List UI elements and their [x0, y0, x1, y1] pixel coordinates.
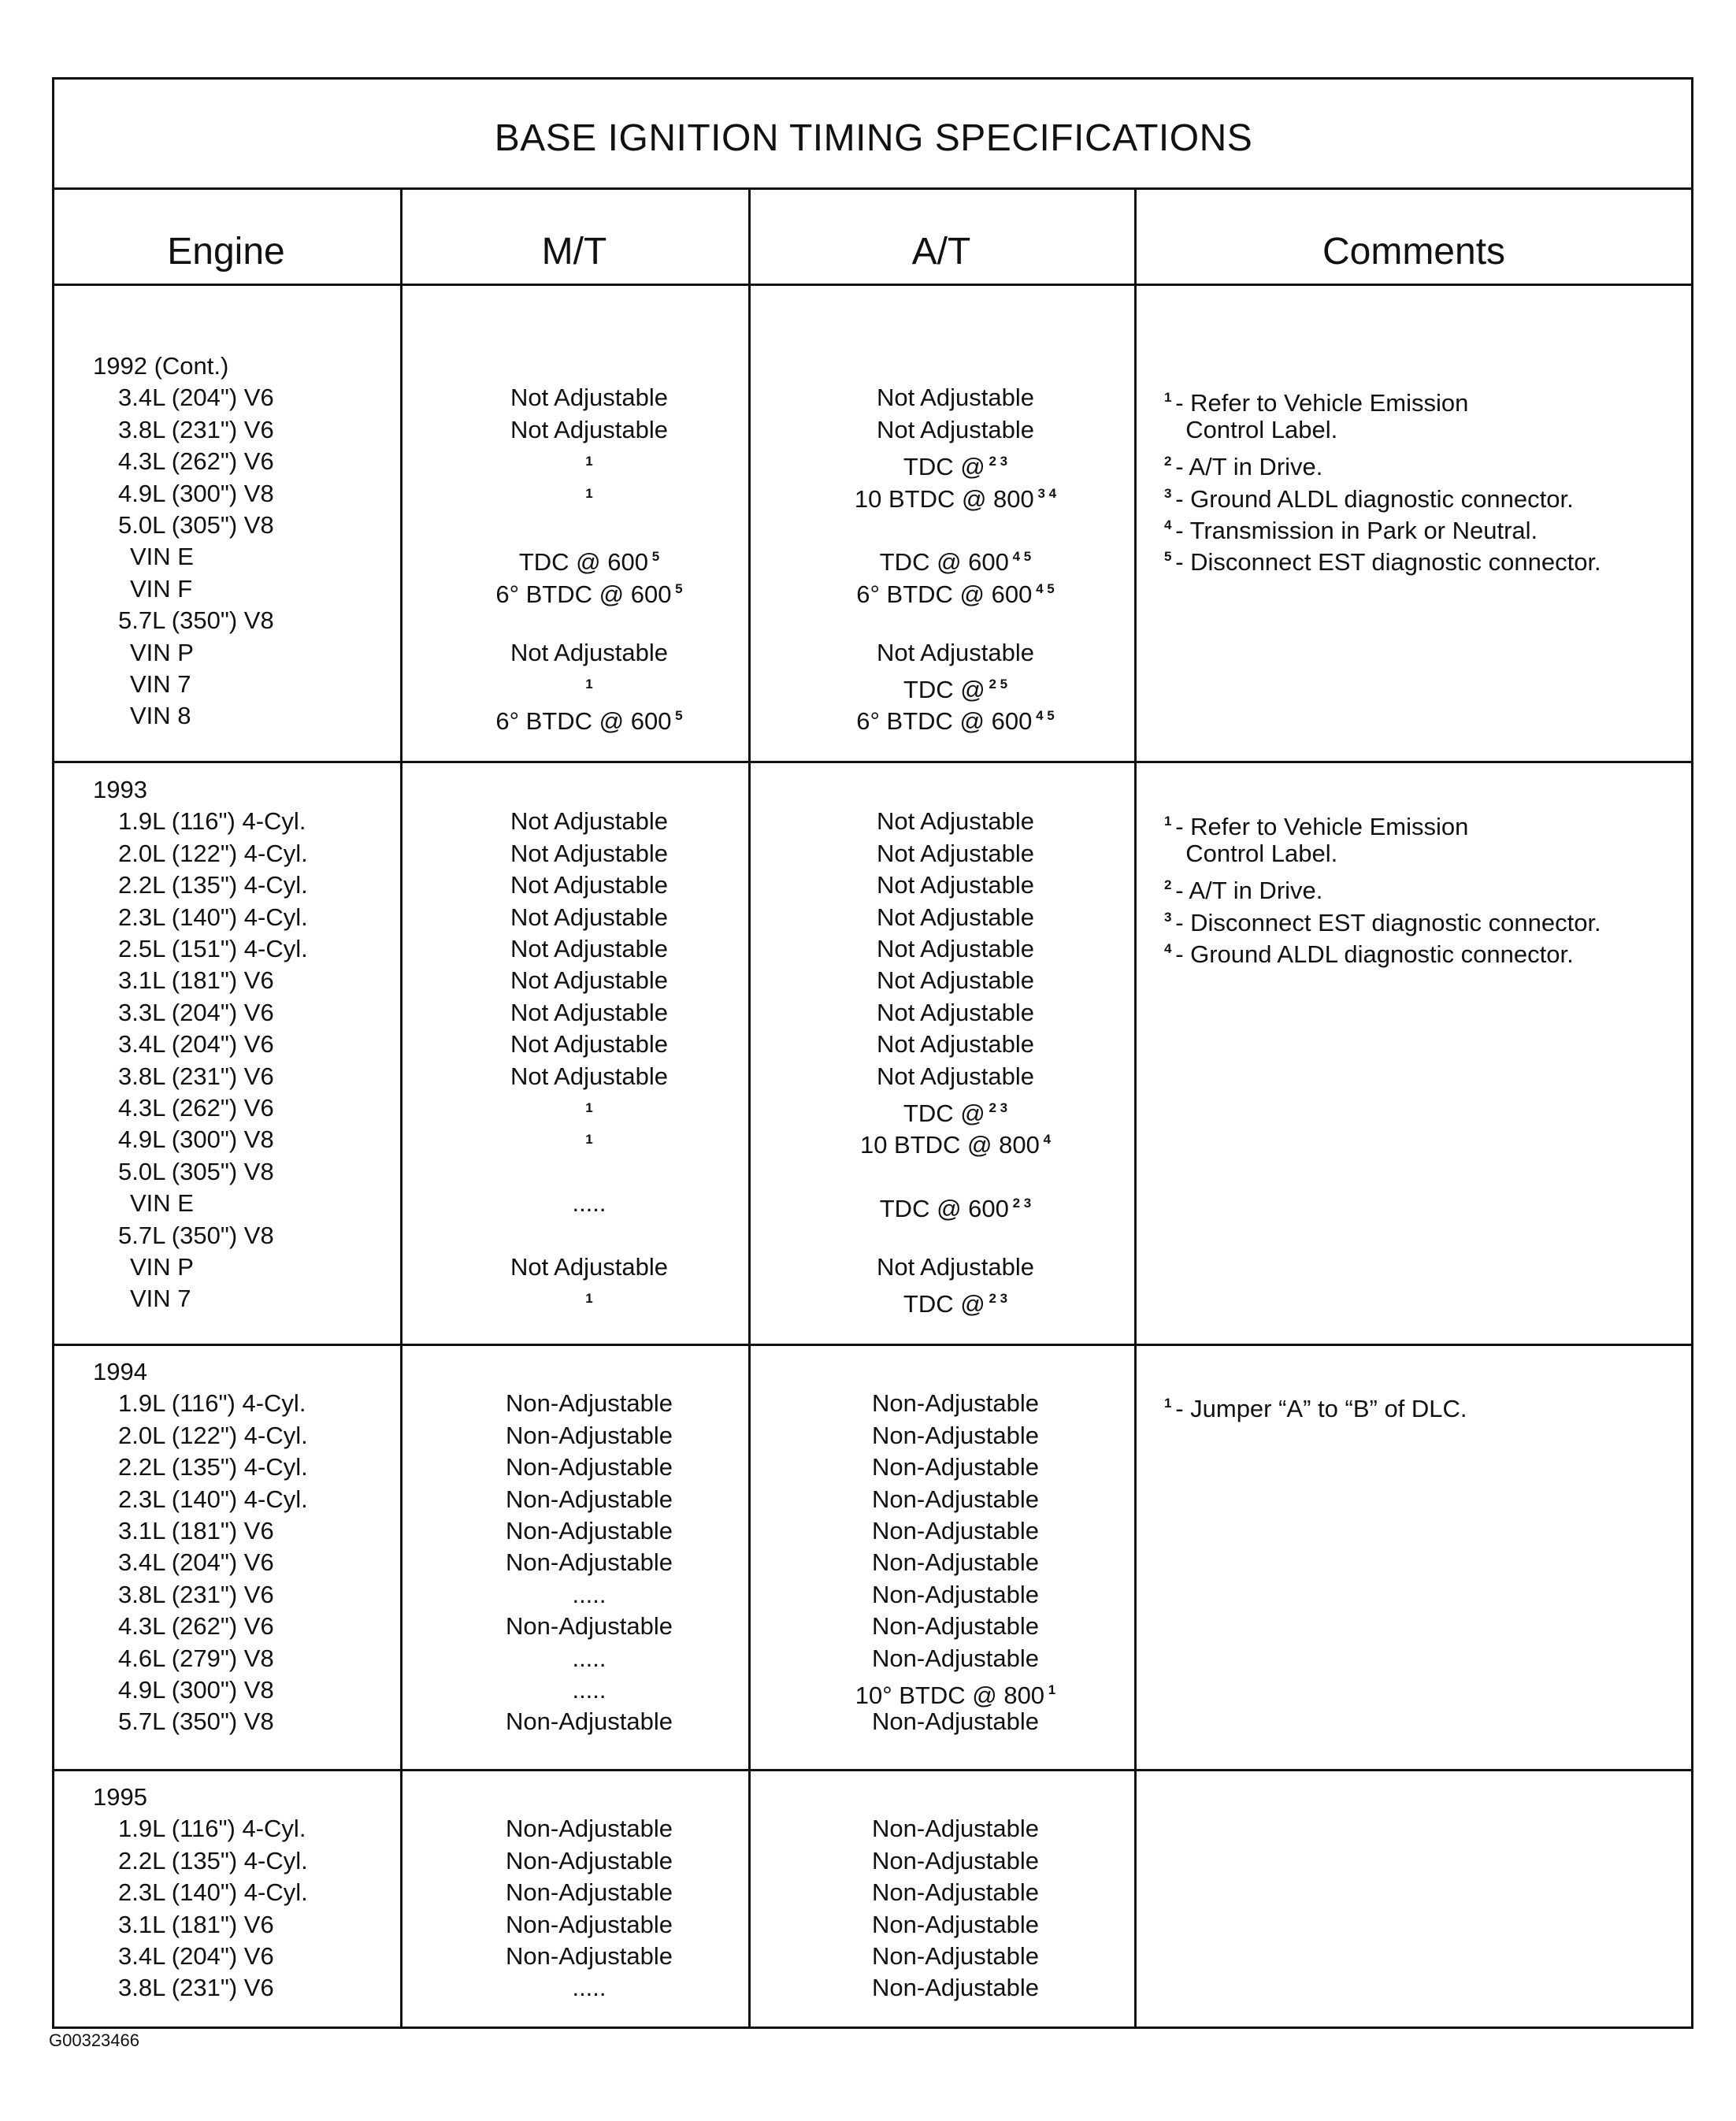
- mt-cell: [408, 838, 770, 870]
- engine-cell: 3.8L (231") V6: [118, 1062, 274, 1090]
- at-cell-text: Non-Adjustable: [872, 1878, 1039, 1907]
- mt-cell-text: Not Adjustable: [510, 807, 668, 836]
- mt-cell: [408, 965, 770, 996]
- mt-cell: [408, 1813, 770, 1845]
- mt-cell-text: Not Adjustable: [510, 638, 668, 666]
- at-cell-text: Not Adjustable: [877, 935, 1034, 962]
- footnote-ref: 2 3: [985, 1291, 1008, 1307]
- engine-cell: 3.8L (231") V6: [118, 1974, 274, 2002]
- engine-cell: 5.0L (305") V8: [118, 1157, 274, 1185]
- mt-cell-text: Non-Adjustable: [506, 1846, 673, 1874]
- mt-cell: [408, 1579, 770, 1611]
- mt-cell-text: Non-Adjustable: [506, 1942, 673, 1970]
- mt-cell: [408, 902, 770, 933]
- at-cell: [774, 1251, 1137, 1283]
- mt-cell: [408, 1845, 770, 1877]
- engine-cell: 3.1L (181") V6: [118, 1517, 274, 1544]
- mt-cell-text: Non-Adjustable: [506, 1878, 673, 1907]
- section-year: 1992 (Cont.): [93, 352, 229, 380]
- mt-cell-text: Non-Adjustable: [506, 1815, 673, 1843]
- mt-cell-text: Not Adjustable: [510, 839, 668, 867]
- at-cell-text: Not Adjustable: [877, 966, 1034, 995]
- mt-cell: [408, 870, 770, 901]
- at-cell-text: Not Adjustable: [877, 1062, 1034, 1090]
- engine-cell: 4.9L (300") V8: [118, 1125, 274, 1154]
- mt-cell: [408, 1283, 770, 1320]
- engine-cell: 2.2L (135") 4-Cyl.: [118, 1453, 308, 1481]
- at-cell: [774, 1813, 1137, 1845]
- at-cell-text: Non-Adjustable: [872, 1389, 1039, 1418]
- at-cell: [774, 1579, 1137, 1611]
- engine-cell: 4.3L (262") V6: [118, 447, 274, 476]
- at-cell-text: Not Adjustable: [877, 384, 1034, 412]
- at-cell-text: Non-Adjustable: [872, 1815, 1039, 1843]
- at-cell: [774, 933, 1137, 965]
- mt-cell: [408, 1706, 770, 1737]
- mt-cell-text: TDC @ 600: [518, 548, 648, 577]
- at-cell-text: Non-Adjustable: [872, 1485, 1039, 1513]
- at-cell: [774, 1643, 1137, 1674]
- mt-cell: [408, 1484, 770, 1515]
- footnote-number: 3: [1164, 485, 1176, 501]
- mt-cell: [408, 1643, 770, 1674]
- mt-cell-text: Not Adjustable: [510, 384, 668, 412]
- engine-cell: 5.7L (350") V8: [118, 1221, 274, 1249]
- at-cell-text: Not Adjustable: [877, 871, 1034, 899]
- footnote-number: 1: [1164, 814, 1176, 829]
- at-cell-text: Not Adjustable: [877, 1030, 1034, 1059]
- footnote-number: 5: [1164, 549, 1176, 565]
- mt-cell: [408, 1452, 770, 1483]
- comment-line: [1164, 1388, 1467, 1425]
- engine-cell: VIN P: [130, 638, 194, 666]
- at-cell-text: Non-Adjustable: [872, 1910, 1039, 1938]
- footnote-ref: 1: [585, 1291, 593, 1307]
- footnote-ref: 2 3: [985, 1100, 1008, 1115]
- mt-cell: [408, 806, 770, 837]
- at-cell-text: Not Adjustable: [877, 807, 1034, 836]
- footnote-ref: 1: [585, 1132, 593, 1148]
- at-cell-text: Not Adjustable: [877, 903, 1034, 931]
- at-cell-text: Non-Adjustable: [872, 1612, 1039, 1641]
- comment-text: - Disconnect EST diagnostic connector.: [1175, 908, 1601, 936]
- mt-cell-text: Not Adjustable: [510, 871, 668, 899]
- at-cell-text: Non-Adjustable: [872, 1548, 1039, 1577]
- footnote-ref: 4 5: [1008, 549, 1032, 565]
- footnote-ref: 1: [1044, 1682, 1056, 1697]
- engine-cell: 5.7L (350") V8: [118, 1708, 274, 1736]
- mt-cell: [408, 637, 770, 669]
- comment-text: - Disconnect EST diagnostic connector.: [1175, 548, 1601, 577]
- section-divider: [52, 1344, 1693, 1346]
- footnote-number: 2: [1164, 454, 1176, 469]
- mt-cell-text: Not Adjustable: [510, 903, 668, 931]
- engine-cell: 4.9L (300") V8: [118, 1676, 274, 1704]
- page-title: BASE IGNITION TIMING SPECIFICATIONS: [494, 117, 1253, 159]
- comment-text: - Ground ALDL diagnostic connector.: [1175, 484, 1574, 513]
- engine-cell: 4.3L (262") V6: [118, 1612, 274, 1641]
- mt-cell-text: Not Adjustable: [510, 1030, 668, 1059]
- comment-text: - Transmission in Park or Neutral.: [1175, 517, 1538, 544]
- mt-cell: [408, 382, 770, 413]
- at-cell-text: Not Adjustable: [877, 1253, 1034, 1281]
- engine-cell: 4.3L (262") V6: [118, 1094, 274, 1122]
- at-cell-text: TDC @ 600: [879, 548, 1009, 577]
- mt-cell-text: Non-Adjustable: [506, 1612, 673, 1641]
- engine-cell: 2.3L (140") 4-Cyl.: [118, 1485, 308, 1513]
- at-cell: [774, 1029, 1137, 1060]
- section-year: 1994: [93, 1358, 147, 1385]
- engine-cell: 2.5L (151") 4-Cyl.: [118, 935, 308, 962]
- mt-cell-text: Non-Adjustable: [506, 1517, 673, 1544]
- mt-cell: [408, 1547, 770, 1578]
- mt-cell: [408, 1388, 770, 1419]
- at-cell: [774, 1845, 1137, 1877]
- engine-cell: 2.2L (135") 4-Cyl.: [118, 871, 308, 899]
- column-header-engine: Engine: [167, 231, 285, 273]
- at-cell: [774, 1124, 1137, 1161]
- mt-cell-text: Not Adjustable: [510, 998, 668, 1026]
- at-cell-text: 6° BTDC @ 600: [856, 707, 1033, 736]
- comment-text: - Refer to Vehicle Emission: [1175, 389, 1469, 417]
- footnote-ref: 4 5: [1032, 580, 1055, 596]
- comment-text: - A/T in Drive.: [1175, 453, 1323, 481]
- at-cell-text: 6° BTDC @ 600: [856, 580, 1033, 608]
- mt-cell: [408, 478, 770, 515]
- at-cell: [774, 414, 1137, 446]
- column-header-comments: Comments: [1322, 231, 1506, 273]
- section-year: 1995: [93, 1783, 147, 1811]
- mt-cell-text: Non-Adjustable: [506, 1910, 673, 1938]
- engine-cell: 3.8L (231") V6: [118, 415, 274, 443]
- at-cell-text: Not Adjustable: [877, 998, 1034, 1026]
- footnote-ref: 1: [585, 677, 593, 692]
- mt-cell-text: Non-Adjustable: [506, 1485, 673, 1513]
- footnote-ref: 5: [647, 549, 660, 565]
- at-cell-text: Non-Adjustable: [872, 1421, 1039, 1449]
- mt-cell-text: .....: [572, 1644, 606, 1672]
- mt-cell-text: Not Adjustable: [510, 1062, 668, 1090]
- comment-line: [1164, 933, 1574, 970]
- mt-cell: [408, 997, 770, 1029]
- footnote-ref: 2 5: [985, 677, 1008, 692]
- mt-cell: [408, 1188, 770, 1219]
- mt-cell-text: .....: [572, 1580, 606, 1608]
- at-cell-text: Non-Adjustable: [872, 1644, 1039, 1672]
- engine-cell: 5.7L (350") V8: [118, 606, 274, 635]
- engine-cell: 2.3L (140") 4-Cyl.: [118, 1878, 308, 1907]
- comment-line: [1172, 838, 1337, 870]
- at-cell: [774, 1706, 1137, 1737]
- engine-cell: 3.3L (204") V6: [118, 998, 274, 1026]
- engine-cell: VIN F: [130, 574, 193, 603]
- at-cell: [774, 1188, 1137, 1225]
- mt-cell-text: .....: [572, 1676, 606, 1704]
- at-cell: [774, 573, 1137, 610]
- footnote-ref: 2 3: [1008, 1196, 1032, 1211]
- footnote-ref: 1: [585, 1100, 593, 1115]
- footnote-ref: 4: [1039, 1132, 1052, 1148]
- column-header-mt: M/T: [541, 231, 607, 273]
- comment-line: [1172, 414, 1337, 446]
- mt-cell: [408, 414, 770, 446]
- mt-cell-text: .....: [572, 1974, 606, 2002]
- at-cell-text: Non-Adjustable: [872, 1517, 1039, 1544]
- engine-cell: 2.0L (122") 4-Cyl.: [118, 839, 308, 867]
- mt-cell: [408, 1909, 770, 1941]
- footnote-ref: 5: [671, 708, 683, 724]
- engine-cell: 3.4L (204") V6: [118, 384, 274, 412]
- mt-cell: [408, 1420, 770, 1452]
- engine-cell: 3.8L (231") V6: [118, 1580, 274, 1608]
- footnote-ref: 5: [671, 580, 683, 596]
- title-divider: [52, 187, 1693, 190]
- comment-text: - Jumper “A” to “B” of DLC.: [1175, 1395, 1467, 1423]
- at-cell-text: TDC @: [903, 1290, 985, 1318]
- engine-cell: 3.4L (204") V6: [118, 1942, 274, 1970]
- mt-cell-text: 6° BTDC @ 600: [495, 580, 672, 608]
- footnote-ref: 4 5: [1032, 708, 1055, 724]
- at-cell: [774, 1547, 1137, 1578]
- at-cell: [774, 1283, 1137, 1320]
- footnote-number: 3: [1164, 909, 1176, 925]
- mt-cell: [408, 933, 770, 965]
- column-divider: [400, 187, 402, 2029]
- mt-cell: [408, 1941, 770, 1972]
- footnote-number: 4: [1164, 517, 1176, 532]
- engine-cell: VIN P: [130, 1253, 194, 1281]
- at-cell-text: TDC @: [903, 453, 985, 481]
- at-cell: [774, 1941, 1137, 1972]
- at-cell-text: Not Adjustable: [877, 415, 1034, 443]
- engine-cell: 2.0L (122") 4-Cyl.: [118, 1421, 308, 1449]
- at-cell: [774, 1515, 1137, 1547]
- comment-text: Control Label.: [1172, 415, 1338, 443]
- at-cell: [774, 902, 1137, 933]
- mt-cell-text: Non-Adjustable: [506, 1389, 673, 1418]
- mt-cell: [408, 1061, 770, 1092]
- engine-cell: 1.9L (116") 4-Cyl.: [118, 807, 306, 836]
- mt-cell-text: Not Adjustable: [510, 966, 668, 995]
- at-cell-text: Non-Adjustable: [872, 1453, 1039, 1481]
- engine-cell: 4.6L (279") V8: [118, 1644, 274, 1672]
- at-cell: [774, 965, 1137, 996]
- engine-cell: VIN E: [130, 1189, 194, 1218]
- mt-cell: [408, 1611, 770, 1642]
- engine-cell: 3.1L (181") V6: [118, 1910, 274, 1938]
- footnote-ref: 1: [585, 454, 593, 469]
- comment-text: - A/T in Drive.: [1175, 877, 1323, 905]
- section-divider: [52, 1769, 1693, 1771]
- at-cell-text: Non-Adjustable: [872, 1846, 1039, 1874]
- mt-cell-text: Non-Adjustable: [506, 1708, 673, 1736]
- at-cell-text: Non-Adjustable: [872, 1708, 1039, 1736]
- at-cell-text: TDC @ 600: [879, 1195, 1009, 1223]
- at-cell: [774, 1484, 1137, 1515]
- footnote-number: 1: [1164, 1396, 1176, 1411]
- at-cell-text: Non-Adjustable: [872, 1942, 1039, 1970]
- at-cell-text: 10 BTDC @ 800: [859, 1131, 1040, 1159]
- mt-cell-text: Non-Adjustable: [506, 1421, 673, 1449]
- mt-cell: [408, 1515, 770, 1547]
- at-cell: [774, 870, 1137, 901]
- mt-cell: [408, 1251, 770, 1283]
- engine-cell: 4.9L (300") V8: [118, 479, 274, 507]
- at-cell: [774, 1388, 1137, 1419]
- at-cell: [774, 1061, 1137, 1092]
- mt-cell: [408, 573, 770, 610]
- engine-cell: 1.9L (116") 4-Cyl.: [118, 1389, 306, 1418]
- figure-code: G00323466: [49, 2030, 139, 2050]
- footnote-number: 2: [1164, 877, 1176, 893]
- engine-cell: 5.0L (305") V8: [118, 511, 274, 539]
- mt-cell-text: Not Adjustable: [510, 935, 668, 962]
- at-cell: [774, 1452, 1137, 1483]
- at-cell: [774, 637, 1137, 669]
- mt-cell-text: Not Adjustable: [510, 415, 668, 443]
- at-cell-text: TDC @: [903, 676, 985, 703]
- engine-cell: 2.2L (135") 4-Cyl.: [118, 1846, 308, 1874]
- mt-cell: [408, 1877, 770, 1908]
- at-cell: [774, 838, 1137, 870]
- at-cell-text: Not Adjustable: [877, 638, 1034, 666]
- section-divider: [52, 761, 1693, 763]
- engine-cell: 3.4L (204") V6: [118, 1548, 274, 1577]
- mt-cell-text: Non-Adjustable: [506, 1453, 673, 1481]
- at-cell: [774, 700, 1137, 737]
- comment-text: Control Label.: [1172, 839, 1338, 867]
- at-cell: [774, 1420, 1137, 1452]
- footnote-number: 1: [1164, 390, 1176, 406]
- comment-text: - Refer to Vehicle Emission: [1175, 813, 1469, 841]
- mt-cell: [408, 1674, 770, 1706]
- footnote-ref: 2 3: [985, 454, 1008, 469]
- at-cell: [774, 1877, 1137, 1908]
- at-cell: [774, 478, 1137, 515]
- engine-cell: VIN 7: [130, 1285, 191, 1313]
- mt-cell-text: Not Adjustable: [510, 1253, 668, 1281]
- column-header-at: A/T: [911, 231, 971, 273]
- at-cell: [774, 1972, 1137, 2004]
- mt-cell-text: Non-Adjustable: [506, 1548, 673, 1577]
- engine-cell: 3.1L (181") V6: [118, 966, 274, 995]
- engine-cell: VIN E: [130, 543, 194, 571]
- engine-cell: 1.9L (116") 4-Cyl.: [118, 1815, 306, 1843]
- at-cell-text: TDC @: [903, 1099, 985, 1127]
- at-cell: [774, 997, 1137, 1029]
- footnote-number: 4: [1164, 941, 1176, 956]
- comment-line: [1164, 541, 1601, 578]
- at-cell-text: Not Adjustable: [877, 839, 1034, 867]
- at-cell: [774, 1909, 1137, 1941]
- at-cell: [774, 382, 1137, 413]
- comment-text: - Ground ALDL diagnostic connector.: [1175, 940, 1574, 968]
- at-cell-text: 10 BTDC @ 800: [854, 484, 1034, 513]
- at-cell-text: Non-Adjustable: [872, 1974, 1039, 2002]
- footnote-ref: 3 4: [1033, 485, 1057, 501]
- at-cell-text: Non-Adjustable: [872, 1580, 1039, 1608]
- engine-cell: 3.4L (204") V6: [118, 1030, 274, 1059]
- at-cell: [774, 1611, 1137, 1642]
- engine-cell: VIN 7: [130, 670, 191, 698]
- footnote-ref: 1: [585, 485, 593, 501]
- mt-cell-text: .....: [572, 1189, 606, 1218]
- mt-cell: [408, 1124, 770, 1161]
- section-year: 1993: [93, 776, 147, 803]
- mt-cell: [408, 700, 770, 737]
- mt-cell-text: 6° BTDC @ 600: [495, 707, 672, 736]
- engine-cell: 2.3L (140") 4-Cyl.: [118, 903, 308, 931]
- engine-cell: VIN 8: [130, 702, 191, 730]
- at-cell-text: 10° BTDC @ 800: [855, 1682, 1045, 1709]
- header-divider: [52, 284, 1693, 286]
- at-cell: [774, 806, 1137, 837]
- mt-cell: [408, 1972, 770, 2004]
- mt-cell: [408, 1029, 770, 1060]
